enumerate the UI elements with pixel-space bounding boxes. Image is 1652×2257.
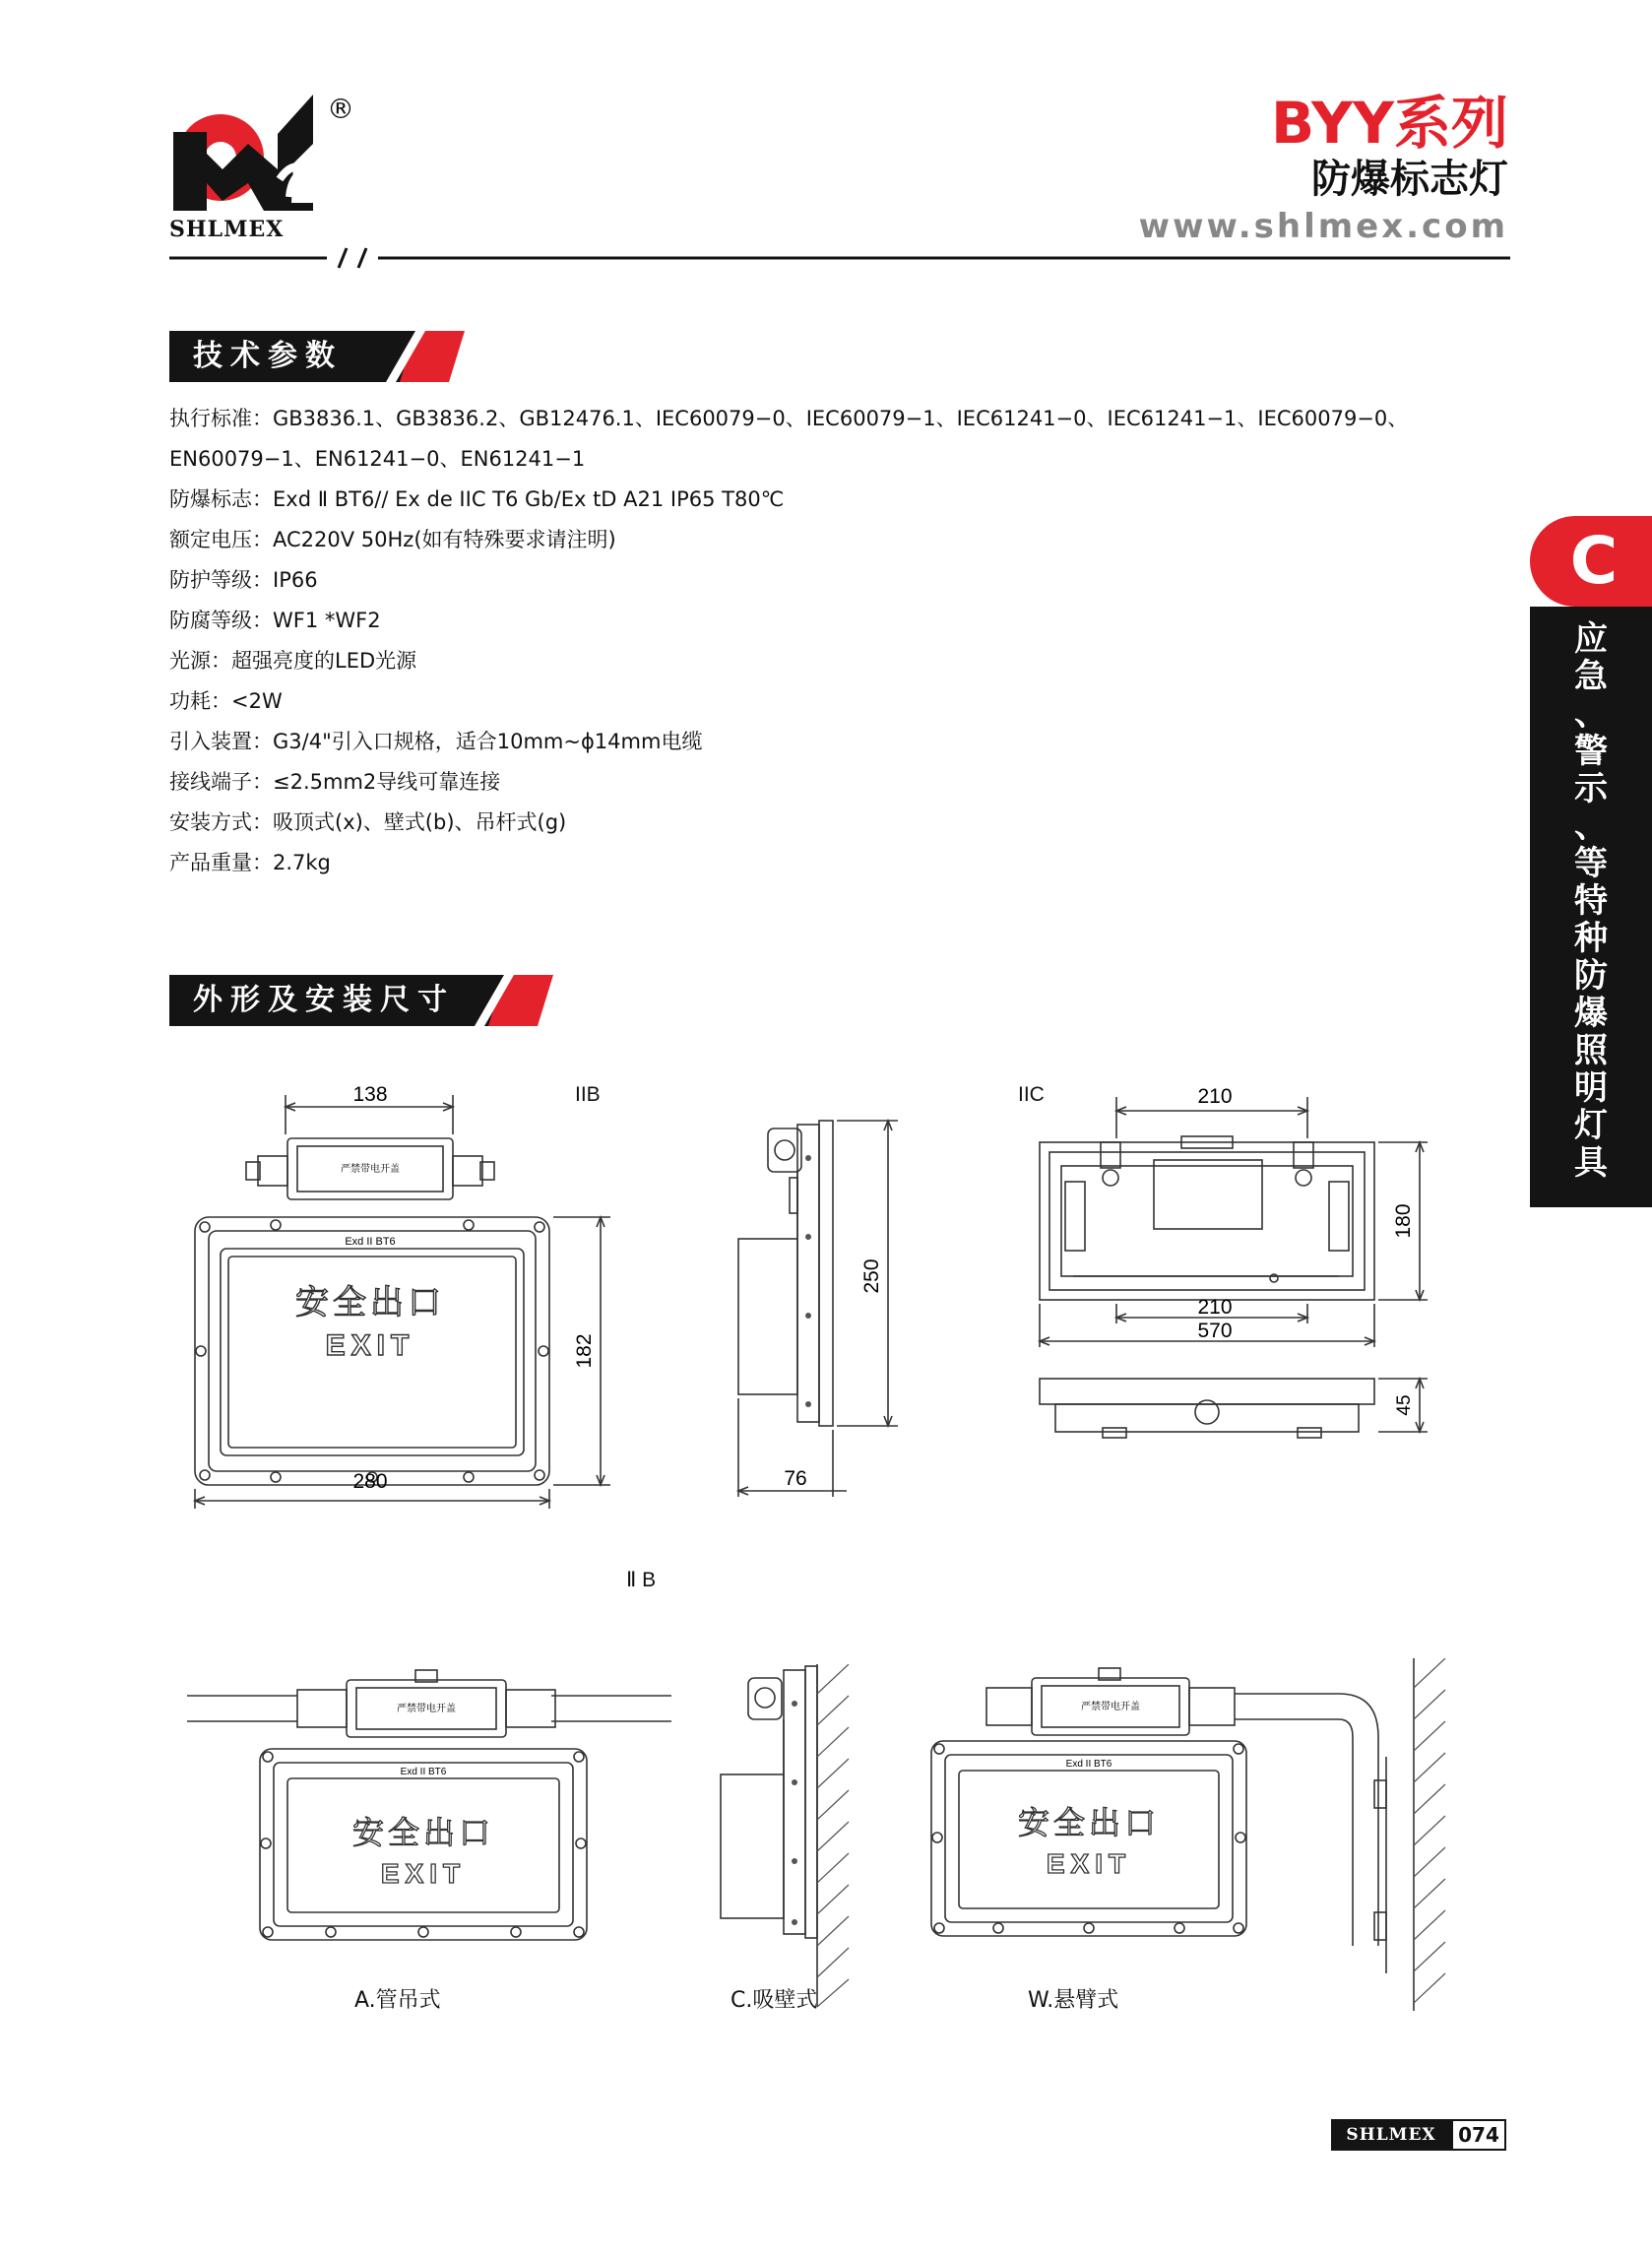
iic-dim-45: 45	[1394, 1394, 1415, 1416]
logo-brand-text: SHLMEX	[169, 217, 285, 242]
spec-line: 防腐等级：WF1 *WF2	[169, 609, 381, 632]
mount-cantilever-drawing	[925, 1658, 1496, 2013]
section-heading-dimensions	[169, 975, 553, 1026]
iic-top-drawing	[1034, 1083, 1437, 1457]
iib-front-box-label: 严禁带电开盖	[341, 1164, 400, 1175]
iic-dim-570: 570	[1197, 1320, 1233, 1342]
spec-line: 防护等级：IP66	[169, 568, 318, 592]
iic-dim-210-top: 210	[1197, 1085, 1233, 1108]
iib-side-drawing	[729, 1119, 906, 1503]
mount-cantilever-box-label: 严禁带电开盖	[1081, 1702, 1140, 1712]
registered-mark: ®	[327, 93, 354, 125]
section-heading-specs-accent	[386, 331, 465, 382]
category-char: 警	[1574, 732, 1608, 771]
mount-wall-drawing	[709, 1664, 857, 2009]
series-title: BYY系列	[1270, 90, 1508, 157]
brand-logo	[169, 85, 317, 215]
iic-dim-180: 180	[1392, 1203, 1415, 1239]
iib-front-marking: Exd II BT6	[345, 1236, 396, 1248]
spec-line: 安装方式：吸顶式(x)、壁式(b)、吊杆式(g)	[169, 810, 567, 834]
category-char: 种	[1574, 919, 1608, 958]
mount-cantilever-lamp-exit: EXIT	[1046, 1848, 1132, 1879]
mount-pipe-box-label: 严禁带电开盖	[397, 1704, 456, 1714]
label-iic: IIC	[1018, 1083, 1045, 1106]
iic-dim-210-inner: 210	[1197, 1296, 1233, 1319]
caption-cantilever-mount: W.悬臂式	[1028, 1988, 1119, 2013]
iib-front-lamp-text: 安全出口	[295, 1284, 445, 1322]
category-char: 具	[1574, 1143, 1608, 1183]
product-title: 防爆标志灯	[1311, 157, 1508, 202]
page-number: 074	[1451, 2119, 1506, 2151]
spec-line: EN60079−1、EN61241−0、EN61241−1	[169, 447, 586, 471]
label-iib: IIB	[575, 1083, 601, 1106]
caption-wall-mount: C.吸壁式	[731, 1988, 818, 2013]
footer-brand: SHLMEX	[1331, 2119, 1451, 2151]
spec-line: 额定电压：AC220V 50Hz(如有特殊要求请注明)	[169, 528, 616, 551]
category-char: 、	[1574, 806, 1608, 846]
mount-pipe-drawing	[183, 1660, 675, 1946]
mount-pipe-marking: Exd II BT6	[400, 1767, 447, 1777]
category-char: 明	[1574, 1068, 1608, 1108]
mount-cantilever-lamp-text: 安全出口	[1017, 1805, 1161, 1840]
category-char: 灯	[1574, 1106, 1608, 1145]
category-tab[interactable]: C	[1530, 516, 1652, 607]
section-heading-dimensions-accent	[475, 975, 553, 1026]
section-heading-dimensions-label: 外形及安装尺寸	[169, 975, 504, 1026]
spec-line: 接线端子：≤2.5mm2导线可靠连接	[169, 770, 501, 794]
spec-line: 防爆标志：Exd Ⅱ BT6// Ex de IIC T6 Gb/Ex tD A21 IP65 T80℃	[169, 487, 785, 511]
mount-pipe-lamp-text: 安全出口	[351, 1815, 495, 1850]
category-tab-body	[1530, 607, 1652, 1207]
mount-cantilever-marking: Exd II BT6	[1065, 1759, 1112, 1770]
section-heading-specs-label: 技术参数	[169, 331, 415, 382]
header-rule	[169, 242, 1510, 272]
website-link[interactable]: www.shlmex.com	[1138, 207, 1508, 246]
spec-line: 执行标准：GB3836.1、GB3836.2、GB12476.1、IEC60079−0、IEC60079−1、IEC61241−0、IEC61241−1、IEC60079−0、	[169, 407, 1409, 430]
category-char: 防	[1574, 956, 1608, 996]
caption-pipe-mount: A.管吊式	[354, 1988, 441, 2013]
label-iib-mounting: Ⅱ B	[626, 1569, 657, 1591]
iib-front-dim-182: 182	[573, 1333, 596, 1369]
category-char: 示	[1574, 769, 1608, 808]
iib-front-dim-280: 280	[352, 1470, 388, 1493]
category-char: 应	[1574, 619, 1608, 659]
section-heading-specs	[169, 331, 465, 382]
spec-line: 功耗：<2W	[169, 689, 283, 713]
iib-front-lamp-exit: EXIT	[325, 1329, 415, 1362]
iib-side-dim-250: 250	[860, 1258, 883, 1294]
category-char: 、	[1574, 694, 1608, 734]
iib-side-dim-76: 76	[784, 1467, 807, 1490]
category-char: 急	[1574, 657, 1608, 696]
category-char: 爆	[1574, 994, 1608, 1033]
iib-front-drawing	[187, 1079, 620, 1522]
category-char: 特	[1574, 881, 1608, 921]
category-char: 等	[1574, 844, 1608, 883]
spec-line: 引入装置：G3/4"引入口规格，适合10mm~ϕ14mm电缆	[169, 730, 703, 753]
spec-line: 产品重量：2.7kg	[169, 851, 331, 874]
spec-line: 光源：超强亮度的LED光源	[169, 649, 417, 673]
mount-pipe-lamp-exit: EXIT	[380, 1858, 467, 1889]
category-char: 照	[1574, 1031, 1608, 1070]
iib-front-dim-138: 138	[352, 1083, 388, 1106]
